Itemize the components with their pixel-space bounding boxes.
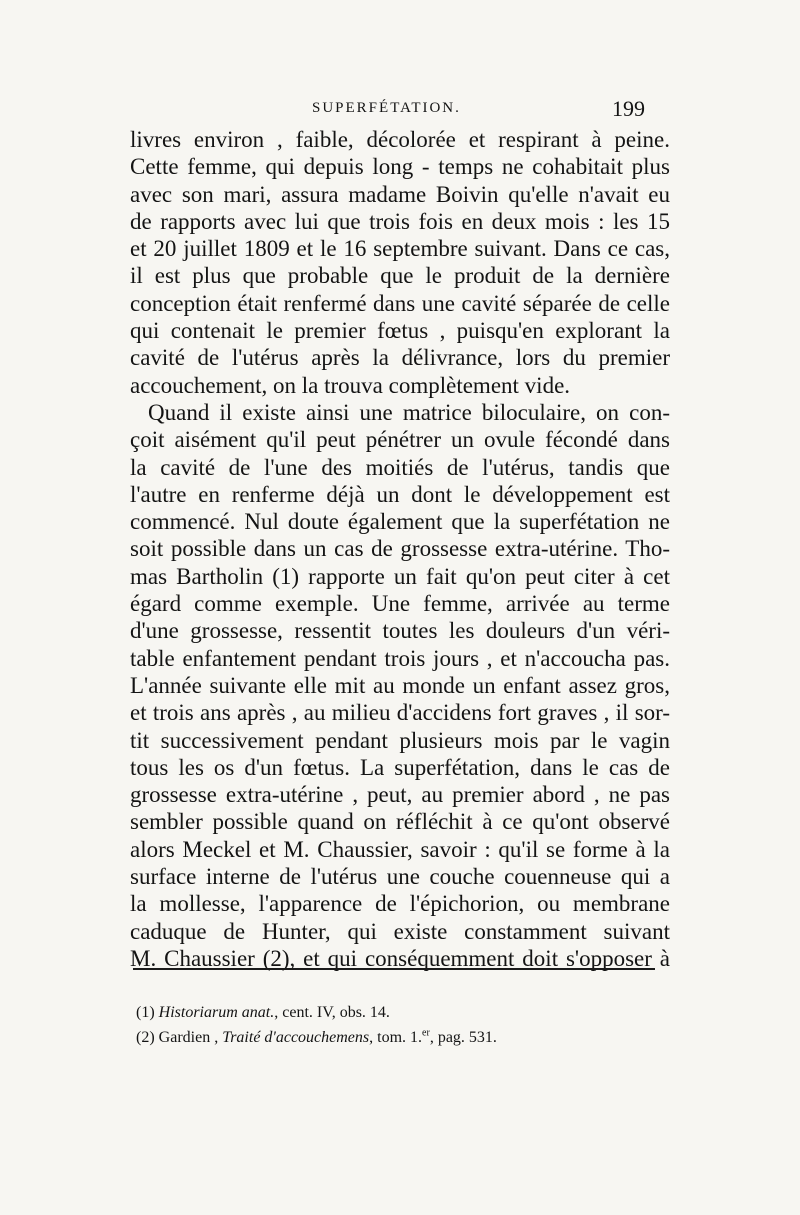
text-line: il est plus que probable que le produit de la dernière — [130, 263, 670, 289]
footnote-title: Traité d'accouchemens — [222, 1029, 370, 1046]
footnote-tome: , tom. 1. — [369, 1029, 423, 1046]
text-line: et 20 juillet 1809 et le 16 septembre suivant. Dans ce cas, — [130, 236, 670, 262]
text-line: sembler possible quand on réfléchit à ce qu'ont observé — [130, 809, 670, 835]
text-line: Cette femme, qui depuis long - temps ne cohabitait plus — [130, 154, 670, 180]
text-line: Quand il existe ainsi une matrice biloculaire, on con- — [148, 399, 670, 425]
running-title: SUPERFÉTATION. — [312, 100, 461, 116]
text-line: de rapports avec lui que trois fois en deux mois : les 15 — [130, 208, 670, 234]
text-line: caduque de Hunter, qui existe constamment suivant — [130, 918, 670, 944]
footnote-ref: , cent. IV, obs. 14. — [274, 1004, 390, 1021]
text-line: qui contenait le premier fœtus , puisqu'en explorant la — [130, 318, 670, 344]
text-line: alors Meckel et M. Chaussier, savoir : qu'il se forme à la — [130, 836, 670, 862]
text-line: çoit aisément qu'il peut pénétrer un ovule fécondé dans — [130, 427, 670, 453]
footnote-page: , pag. 531. — [429, 1029, 497, 1046]
text-line: avec son mari, assura madame Boivin qu'elle n'avait eu — [130, 181, 670, 207]
footnotes — [136, 1000, 656, 1050]
footnote-1 — [136, 1000, 656, 1025]
text-line: tit successivement pendant plusieurs mois par le vagin — [130, 727, 670, 753]
text-line: grossesse extra-utérine , peut, au premier abord , ne pas — [130, 782, 670, 808]
text-line: livres environ , faible, décolorée et respirant à peine. — [130, 127, 670, 152]
footnote-mark: (1) — [136, 1004, 155, 1021]
body-text — [130, 126, 670, 972]
text-line: conception était renfermé dans une cavité séparée de celle — [130, 290, 670, 316]
text-line: et trois ans après , au milieu d'accidens fort graves , il sor- — [130, 700, 670, 726]
text-line: commencé. Nul doute également que la superfétation ne — [130, 509, 670, 535]
text-line: la mollesse, l'apparence de l'épichorion, ou membrane — [130, 891, 670, 917]
text-line: la cavité de l'une des moitiés de l'utérus, tandis que — [130, 454, 670, 480]
text-line: mas Bartholin (1) rapporte un fait qu'on peut citer à cet — [130, 563, 670, 589]
text-line: accouchement, on la trouva complètement vide. — [130, 372, 571, 398]
footnote-rule — [133, 968, 655, 970]
text-line: égard comme exemple. Une femme, arrivée au terme — [130, 591, 670, 617]
footnote-title: Historiarum anat. — [158, 1004, 275, 1021]
text-line: l'autre en renferme déjà un dont le développement est — [130, 481, 670, 507]
text-line: tous les os d'un fœtus. La superfétation, dans le cas de — [130, 754, 670, 780]
footnote-author: Gardien , — [158, 1029, 219, 1046]
text-line: cavité de l'utérus après la délivrance, lors du premier — [130, 345, 670, 371]
page-number: 199 — [612, 96, 645, 121]
footnote-2 — [136, 1025, 656, 1050]
text-line: d'une grossesse, ressentit toutes les douleurs d'un véri- — [130, 618, 670, 644]
text-line: surface interne de l'utérus une couche couenneuse qui a — [130, 864, 670, 890]
text-line: L'année suivante elle mit au monde un enfant assez gros, — [130, 672, 670, 698]
text-line: M. Chaussier (2), et qui conséquemment doit s'opposer à — [130, 945, 670, 971]
footnote-mark: (2) — [136, 1029, 155, 1046]
text-line: soit possible dans un cas de grossesse extra-utérine. Tho- — [130, 536, 670, 562]
footnote-tome-sup: er — [422, 1027, 430, 1039]
text-line: table enfantement pendant trois jours , et n'accoucha pas. — [130, 645, 670, 671]
